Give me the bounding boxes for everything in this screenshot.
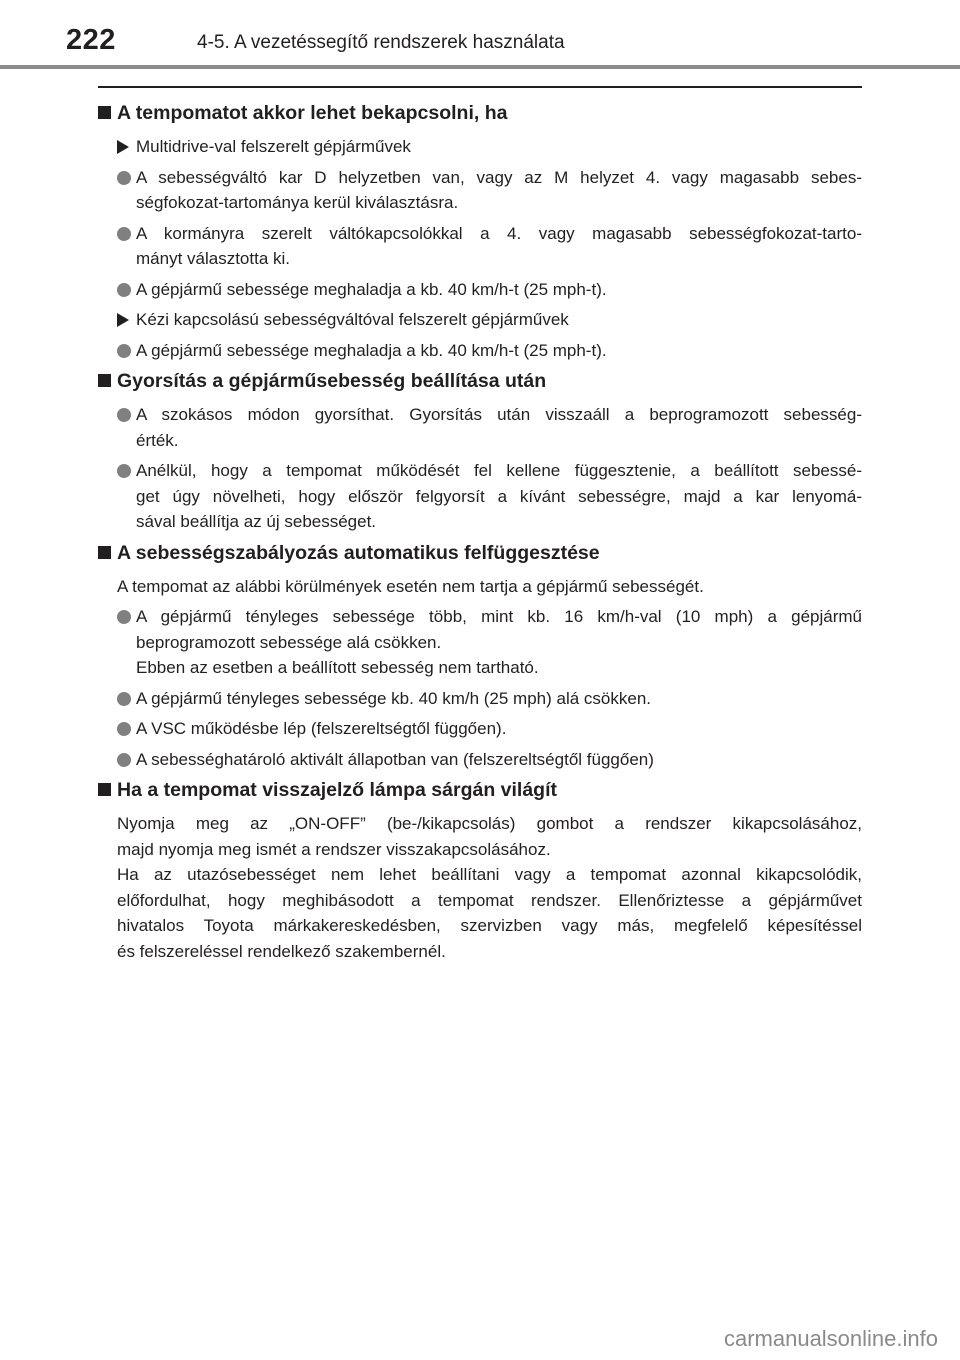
- section: [98, 540, 862, 773]
- triangle-bullet-icon: [117, 313, 131, 327]
- text-line: get úgy növelheti, hogy először felgyorsít a kívánt sebességre, majd a kar lenyomá-: [136, 486, 862, 506]
- bullet-item: [98, 402, 862, 453]
- square-bullet-icon: [98, 546, 111, 559]
- section: [98, 368, 862, 535]
- round-bullet-icon: [117, 753, 131, 767]
- text-line: érték.: [136, 430, 179, 450]
- text-line: Ebben az esetben a beállított sebesség nem tartható.: [136, 658, 539, 677]
- section-heading-text: Gyorsítás a gépjárműsebesség beállítása után: [117, 370, 547, 392]
- section-heading: [98, 368, 862, 394]
- text-line: és felszereléssel rendelkező szakembernél.: [117, 941, 446, 961]
- section-heading-text: Ha a tempomat visszajelző lámpa sárgán világít: [117, 779, 557, 801]
- text-line: A kormányra szerelt váltókapcsolókkal a 4. vagy magasabb sebességfokozat-tarto-: [136, 223, 862, 243]
- section-heading: [98, 540, 862, 566]
- text-line: előfordulhat, hogy meghibásodott a tempomat rendszer. Ellenőriztesse a gépjárművet: [117, 890, 862, 910]
- text-line: A sebességváltó kar D helyzetben van, vagy az M helyzet 4. vagy magasabb sebes-: [136, 167, 862, 187]
- square-bullet-icon: [98, 374, 111, 387]
- section-heading: [98, 777, 862, 803]
- text-line: A gépjármű tényleges sebessége több, mint kb. 16 km/h-val (10 mph) a gépjármű: [136, 607, 862, 626]
- text-line: Ha az utazósebességet nem lehet beállítani vagy a tempomat azonnal kikapcsolódik,: [117, 865, 862, 884]
- sub-heading-item: [98, 307, 862, 333]
- round-bullet-icon: [117, 722, 131, 736]
- bullet-item: [98, 165, 862, 216]
- text-line: A VSC működésbe lép (felszereltségtől függően).: [136, 719, 507, 738]
- page-number: 222: [66, 24, 116, 56]
- round-bullet-icon: [117, 171, 131, 185]
- text-line: Multidrive-val felszerelt gépjárművek: [136, 137, 411, 156]
- bullet-item: [98, 338, 862, 364]
- watermark: carmanualsonline.info: [723, 1326, 938, 1351]
- text-line: mányt választotta ki.: [136, 249, 291, 268]
- text-line: Kézi kapcsolású sebességváltóval felszerelt gépjárművek: [136, 310, 569, 329]
- content-top-rule: [98, 86, 862, 88]
- section-heading-text: A sebességszabályozás automatikus felfüggesztése: [117, 541, 600, 564]
- page-content: [98, 98, 862, 969]
- round-bullet-icon: [117, 464, 131, 478]
- triangle-bullet-icon: [117, 140, 131, 154]
- round-bullet-icon: [117, 692, 131, 706]
- square-bullet-icon: [98, 783, 111, 796]
- round-bullet-icon: [117, 344, 131, 358]
- text-line: majd nyomja meg ismét a rendszer visszakapcsolásához.: [117, 839, 551, 859]
- bullet-item: [98, 458, 862, 535]
- text-line: A gépjármű tényleges sebessége kb. 40 km/h (25 mph) alá csökken.: [136, 688, 652, 708]
- section-heading-text: A tempomatot akkor lehet bekapcsolni, ha: [117, 102, 508, 124]
- round-bullet-icon: [117, 227, 131, 241]
- text-line: A gépjármű sebessége meghaladja a kb. 40 km/h-t (25 mph-t).: [136, 340, 607, 360]
- square-bullet-icon: [98, 106, 111, 119]
- text-line: hivatalos Toyota márkakereskedésben, szervizben vagy más, megfelelő képesítéssel: [117, 916, 862, 935]
- text-line: Anélkül, hogy a tempomat működését fel kellene függesztenie, a beállított sebessé-: [136, 461, 862, 480]
- page-header: [0, 0, 960, 72]
- text-line: beprogramozott sebessége alá csökken.: [136, 632, 442, 652]
- bullet-item: [98, 221, 862, 272]
- round-bullet-icon: [117, 283, 131, 297]
- section: [98, 100, 862, 363]
- text-line: A gépjármű sebessége meghaladja a kb. 40 km/h-t (25 mph-t).: [136, 279, 607, 299]
- text-line: ségfokozat-tartománya kerül kiválasztásra.: [136, 193, 459, 212]
- bullet-item: [98, 747, 862, 773]
- bullet-item: [98, 716, 862, 742]
- header-divider: [0, 65, 960, 69]
- text-line: Nyomja meg az „ON-OFF” (be-/kikapcsolás) gombot a rendszer kikapcsolásához,: [117, 814, 862, 833]
- bullet-item: [98, 277, 862, 303]
- text-line: A sebességhatároló aktivált állapotban van (felszereltségtől függően): [136, 749, 654, 769]
- bullet-item: [98, 686, 862, 712]
- sub-heading-item: [98, 134, 862, 160]
- section-heading: [98, 100, 862, 126]
- section-paragraph: [98, 811, 862, 964]
- text-line: sával beállítja az új sebességet.: [136, 512, 377, 531]
- bullet-item: [98, 604, 862, 681]
- section-intro: A tempomat az alábbi körülmények esetén nem tartja a gépjármű sebességét.: [117, 576, 704, 596]
- round-bullet-icon: [117, 610, 131, 624]
- chapter-title: 4-5. A vezetéssegítő rendszerek használata: [197, 32, 565, 53]
- text-line: A szokásos módon gyorsíthat. Gyorsítás után visszaáll a beprogramozott sebesség-: [136, 405, 862, 424]
- round-bullet-icon: [117, 408, 131, 422]
- section: [98, 777, 862, 964]
